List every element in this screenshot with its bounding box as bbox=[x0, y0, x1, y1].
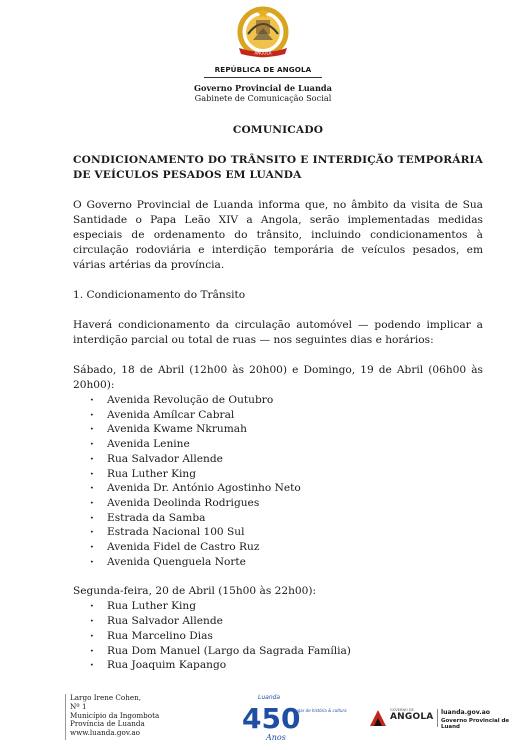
list-item: · Avenida Deolinda Rodrigues bbox=[90, 496, 483, 511]
letterhead bbox=[0, 6, 526, 103]
list-item: · Avenida Revolução de Outubro bbox=[90, 393, 483, 408]
footer-divider bbox=[65, 694, 66, 740]
list-item: · Rua Luther King bbox=[90, 467, 483, 482]
angola-flag-emblem-icon bbox=[370, 710, 386, 726]
logo-number: 450 bbox=[242, 702, 301, 735]
luanda-450-logo bbox=[228, 690, 347, 744]
logo-top-text: Luanda bbox=[258, 694, 281, 701]
list-item: · Rua Marcelino Dias bbox=[90, 629, 483, 644]
list-item: · Avenida Amílcar Cabral bbox=[90, 408, 483, 423]
document-footer bbox=[0, 690, 526, 750]
intro-paragraph: O Governo Provincial de Luanda informa que, no âmbito da visita de Sua Santidade o Papa Leão XIV a Angola, serão implementadas medidas especiais de ordenamento do trânsito, incluindo condicionamentos à circulação rodoviária e interdição temporária de veículos pesados, em várias artérias da província. bbox=[73, 199, 483, 271]
list-item: · Rua Salvador Allende bbox=[90, 614, 483, 629]
street-list-monday bbox=[73, 599, 483, 673]
address-line: www.luanda.gov.ao bbox=[70, 728, 140, 738]
list-item: · Avenida Fidel de Castro Ruz bbox=[90, 540, 483, 555]
address-line: Nº 1 bbox=[70, 701, 87, 711]
list-item: · Avenida Lenine bbox=[90, 437, 483, 452]
list-item: · Estrada Nacional 100 Sul bbox=[90, 525, 483, 540]
section-paragraph: Haverá condicionamento da circulação automóvel — podendo implicar a interdição parcial ou total de ruas — nos seguintes dias e horários: bbox=[73, 319, 483, 346]
list-item: · Avenida Quenguela Norte bbox=[90, 555, 483, 570]
document-title: COMUNICADO bbox=[232, 124, 324, 136]
emblem-ribbon-text: ANGOLA bbox=[254, 50, 272, 56]
angola-government-logo bbox=[370, 708, 510, 730]
logo-divider bbox=[437, 709, 438, 727]
address-line: Largo Irene Cohen, bbox=[70, 693, 142, 702]
schedule-weekend: Sábado, 18 de Abril (12h00 às 20h00) e Domingo, 19 de Abril (06h00 às 20h00): bbox=[73, 364, 483, 391]
country-name: REPÚBLICA DE ANGOLA bbox=[214, 65, 312, 74]
document-subject: CONDICIONAMENTO DO TRÂNSITO E INTERDIÇÃO TEMPORÁRIA DE VEÍCULOS PESADOS EM LUANDA bbox=[73, 154, 483, 181]
list-item: · Avenida Dr. António Agostinho Neto bbox=[90, 481, 483, 496]
office-name: Gabinete de Comunicação Social bbox=[194, 93, 332, 103]
section-heading: 1. Condicionamento do Trânsito bbox=[73, 289, 246, 301]
list-item: · Estrada da Samba bbox=[90, 511, 483, 526]
list-item: · Rua Joaquim Kapango bbox=[90, 658, 483, 673]
list-item: · Avenida Kwame Nkrumah bbox=[90, 422, 483, 437]
schedule-monday: Segunda-feira, 20 de Abril (15h00 às 22h00): bbox=[73, 585, 317, 598]
government-label: Governo Provincial de Luand bbox=[441, 718, 510, 730]
list-item: · Rua Salvador Allende bbox=[90, 452, 483, 467]
address-line: Província de Luanda bbox=[70, 719, 145, 729]
angola-label: ANGOLA bbox=[390, 712, 434, 722]
angola-coat-of-arms-icon bbox=[231, 6, 295, 64]
logo-tagline: Um lugar de história & cultura bbox=[286, 708, 347, 713]
address-line: Município da Ingombota bbox=[70, 710, 160, 720]
list-item: · Rua Luther King bbox=[90, 599, 483, 614]
gov-label: GOVERNO DE bbox=[390, 708, 414, 712]
list-item: · Rua Dom Manuel (Largo da Sagrada Família) bbox=[90, 644, 483, 659]
document-body bbox=[73, 120, 483, 673]
header-divider bbox=[204, 77, 322, 78]
website-url[interactable]: luanda.gov.ao bbox=[441, 709, 491, 716]
street-list-weekend bbox=[73, 393, 483, 569]
logo-script: Anos bbox=[266, 733, 286, 742]
address-block bbox=[70, 694, 159, 738]
government-name: Governo Provincial de Luanda bbox=[194, 83, 332, 93]
